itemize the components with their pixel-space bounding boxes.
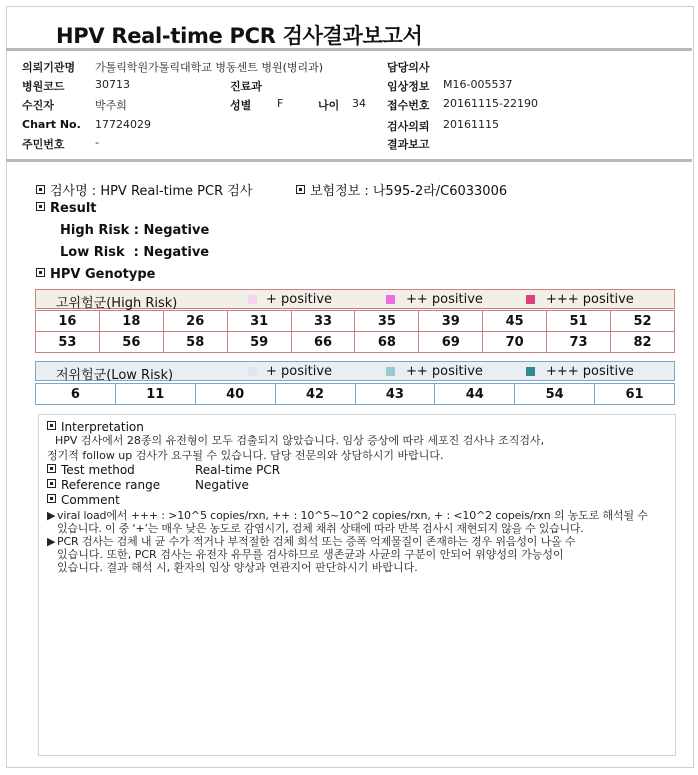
legend-plus-plus-plus-low-label: +++ positive [546,364,634,379]
legend-swatch-plus-plus-plus-low [526,367,535,376]
collector-label: 수진자 [22,99,54,112]
genotype-cell: 26 [163,311,227,332]
low-risk-genotype-table [35,383,675,405]
genotype-cell: 73 [547,332,611,353]
checkbox-icon [36,202,45,211]
checkbox-icon [296,185,305,194]
sex-value: F [277,97,284,110]
genotype-cell: 42 [275,384,355,405]
request-value: 20161115 [443,118,499,131]
insurance-info: 보험정보 : 나595-2라/C6033006 [296,180,507,199]
institution-label: 의뢰기관명 [22,61,76,74]
table-row [36,311,675,332]
comment-2-line-3: 있습니다. 결과 해석 시, 환자의 임상 양상과 연관지어 판단하시기 바랍니다. [57,561,418,574]
comment-2-line-2: 있습니다. 또한, PCR 검사는 유전자 유무를 검사하므로 생존균과 사균의 구분이 안되어 위양성의 가능성이 [57,548,564,561]
method-value: Real-time PCR [195,463,281,477]
genotype-cell: 61 [595,384,675,405]
checkbox-icon [36,185,45,194]
clinical-label: 임상정보 [387,80,430,93]
genotype-cell: 33 [291,311,355,332]
interpretation-heading: Interpretation [47,420,144,434]
genotype-cell: 52 [611,311,675,332]
request-label: 검사의뢰 [387,120,430,133]
high-risk-genotype-table [35,310,675,353]
age-value: 34 [352,97,366,110]
interpretation-box [38,414,676,756]
checkbox-icon [47,464,56,473]
genotype-cell: 66 [291,332,355,353]
comment-label: Comment [47,493,120,507]
genotype-cell: 70 [483,332,547,353]
low-risk-band [35,361,675,381]
collector-value: 박주희 [95,99,127,112]
checkbox-icon [47,479,56,488]
high-risk-result: High Risk : Negative [60,223,210,238]
genotype-cell: 43 [355,384,435,405]
genotype-cell: 56 [99,332,163,353]
genotype-cell: 31 [227,311,291,332]
legend-swatch-plus-plus [386,295,395,304]
legend-plus-low-label: + positive [266,364,333,379]
dept-label: 진료과 [230,80,262,93]
bullet-arrow-icon: ▶ [47,509,56,522]
result-heading: Result [36,201,97,216]
genotype-cell: 68 [355,332,419,353]
checkbox-icon [47,494,56,503]
comment-1-line-2: 있습니다. 이 중 ‘+’는 매우 낮은 농도로 감염시기, 검체 채취 상태에 따라 반복 검사시 재현되지 않을 수 있습니다. [57,522,584,535]
legend-plus-plus-low-label: ++ positive [406,364,483,379]
hospital-code-label: 병원코드 [22,80,65,93]
doctor-label: 담당의사 [387,61,430,74]
checkbox-icon [47,421,56,430]
high-risk-label: 고위험군(High Risk) [56,296,178,311]
legend-swatch-plus [248,295,257,304]
institution-value: 가톨릭학원가톨릭대학교 병동센트 병원(병리과) [95,61,324,74]
sex-label: 성별 [230,99,252,112]
legend-swatch-plus-low [248,367,257,376]
resident-label: 주민번호 [22,138,65,151]
chart-label: Chart No. [22,118,81,131]
table-row [36,332,675,353]
interpretation-text-line-2: 정기적 follow up 검사가 요구될 수 있습니다. 담당 전문의와 상담하시기 바랍니다. [47,449,444,462]
method-label: Test method [47,463,135,477]
genotype-cell: 53 [36,332,100,353]
range-value: Negative [195,478,249,492]
header-divider-bottom [6,159,692,162]
legend-swatch-plus-plus-plus [526,295,535,304]
genotype-cell: 11 [115,384,195,405]
test-name: 검사명 : HPV Real-time PCR 검사 [36,180,252,199]
high-risk-band [35,289,675,309]
receipt-label: 접수번호 [387,99,430,112]
genotype-cell: 45 [483,311,547,332]
genotype-heading: HPV Genotype [36,267,155,282]
receipt-value: 20161115-22190 [443,97,538,110]
clinical-value: M16-005537 [443,78,513,91]
legend-plus-label: + positive [266,292,333,307]
genotype-cell: 39 [419,311,483,332]
comment-1-line-1: viral load에서 +++ : >10^5 copies/rxn, ++ : 10^5~10^2 copies/rxn, + : <10^2 copeis/rxn 의 농도로 해석될 수 [57,509,648,522]
legend-plus-plus-plus-label: +++ positive [546,292,634,307]
report-label: 결과보고 [387,138,430,151]
genotype-cell: 6 [36,384,116,405]
header-divider-top [6,48,692,51]
legend-plus-plus-label: ++ positive [406,292,483,307]
hospital-code-value: 30713 [95,78,130,91]
legend-swatch-plus-plus-low [386,367,395,376]
genotype-cell: 54 [515,384,595,405]
genotype-cell: 82 [611,332,675,353]
genotype-cell: 18 [99,311,163,332]
age-label: 나이 [318,99,340,112]
genotype-cell: 44 [435,384,515,405]
checkbox-icon [36,268,45,277]
report-title: HPV Real-time PCR 검사결과보고서 [56,24,423,48]
genotype-cell: 59 [227,332,291,353]
low-risk-label: 저위험군(Low Risk) [56,368,174,383]
genotype-cell: 35 [355,311,419,332]
genotype-cell: 40 [195,384,275,405]
comment-2-line-1: PCR 검사는 검체 내 균 수가 적거나 부적절한 검체 희석 또는 증폭 억제물질이 존재하는 경우 위음성이 나올 수 [57,535,576,548]
interpretation-text-line-1: HPV 검사에서 28종의 유전형이 모두 검출되지 않았습니다. 임상 증상에 따라 세포진 검사나 조직검사, [55,434,545,447]
resident-value: - [95,136,99,149]
genotype-cell: 16 [36,311,100,332]
genotype-cell: 69 [419,332,483,353]
chart-value: 17724029 [95,118,151,131]
table-row [36,384,675,405]
range-label: Reference range [47,478,160,492]
genotype-cell: 51 [547,311,611,332]
low-risk-result: Low Risk : Negative [60,245,210,260]
genotype-cell: 58 [163,332,227,353]
bullet-arrow-icon: ▶ [47,535,56,548]
